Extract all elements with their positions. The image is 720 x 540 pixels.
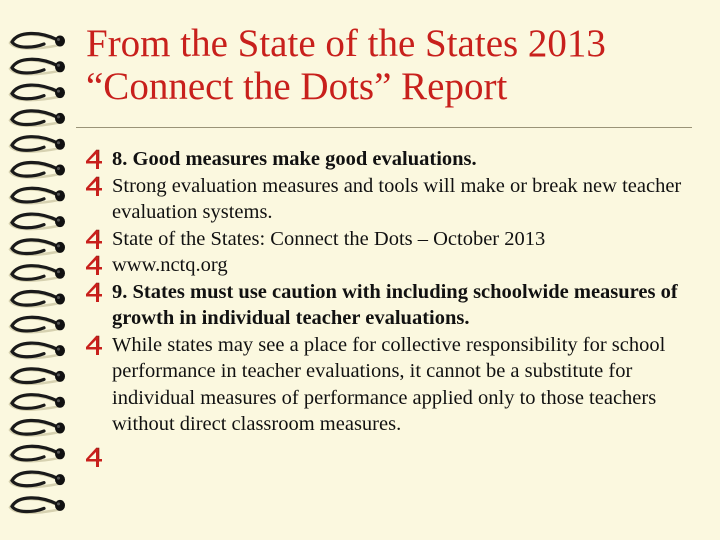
spiral-binding-ring-icon xyxy=(10,343,65,358)
spiral-binding-ring-icon xyxy=(10,369,65,384)
red-four-bullet-icon xyxy=(84,149,104,170)
spiral-binding-ring-icon xyxy=(10,59,65,74)
bullet-list xyxy=(84,146,694,444)
title-line-2: “Connect the Dots” Report xyxy=(86,65,508,108)
bullet-item xyxy=(84,252,694,279)
spiral-binding xyxy=(0,0,90,540)
spiral-binding-ring-icon xyxy=(10,240,65,255)
red-four-bullet-icon xyxy=(84,282,104,303)
bullet-text: 8. Good measures make good evaluations. xyxy=(112,148,477,170)
bullet-item xyxy=(84,173,694,226)
spiral-binding-ring-icon xyxy=(10,420,65,435)
red-four-bullet-icon xyxy=(84,447,104,468)
bullet-text: www.nctq.org xyxy=(112,254,228,276)
spiral-binding-ring-icon xyxy=(10,214,65,229)
spiral-binding-ring-icon xyxy=(10,85,65,100)
spiral-binding-ring-icon xyxy=(10,291,65,306)
spiral-binding-ring-icon xyxy=(10,317,65,332)
spiral-binding-ring-icon xyxy=(10,395,65,410)
bullet-text: State of the States: Connect the Dots – October 2013 xyxy=(112,227,546,250)
red-four-bullet-icon xyxy=(84,229,104,250)
spiral-binding-ring-icon xyxy=(10,137,65,152)
spiral-binding-ring-icon xyxy=(10,33,65,48)
spiral-binding-ring-icon xyxy=(10,472,65,487)
spiral-binding-ring-icon xyxy=(10,446,65,461)
red-four-bullet-icon xyxy=(84,335,104,356)
red-four-bullet-icon xyxy=(84,176,104,197)
red-four-bullet-icon xyxy=(84,255,104,276)
spiral-binding-ring-icon xyxy=(10,162,65,177)
bullet-text: 9. States must use caution with including schoolwide measures of growth in individual teacher evaluations. xyxy=(112,280,678,329)
title-divider xyxy=(76,127,692,128)
spiral-binding-ring-icon xyxy=(10,498,65,513)
bullet-item xyxy=(84,226,694,253)
bullet-item xyxy=(84,146,694,173)
bullet-text: While states may see a place for collective responsibility for school performance in teacher evaluations, it cannot be a substitute for individual measures of performance applied only to those teachers without direct classroom measures. xyxy=(112,333,666,435)
spiral-binding-ring-icon xyxy=(10,111,65,126)
bullet-text: Strong evaluation measures and tools will make or break new teacher evaluation systems. xyxy=(112,174,682,223)
spiral-binding-ring-icon xyxy=(10,266,65,281)
slide-title xyxy=(86,22,696,108)
spiral-binding-ring-icon xyxy=(10,188,65,203)
bullet-item xyxy=(84,332,694,438)
bullet-item xyxy=(84,279,694,332)
title-line-1: From the State of the States 2013 xyxy=(86,22,606,65)
